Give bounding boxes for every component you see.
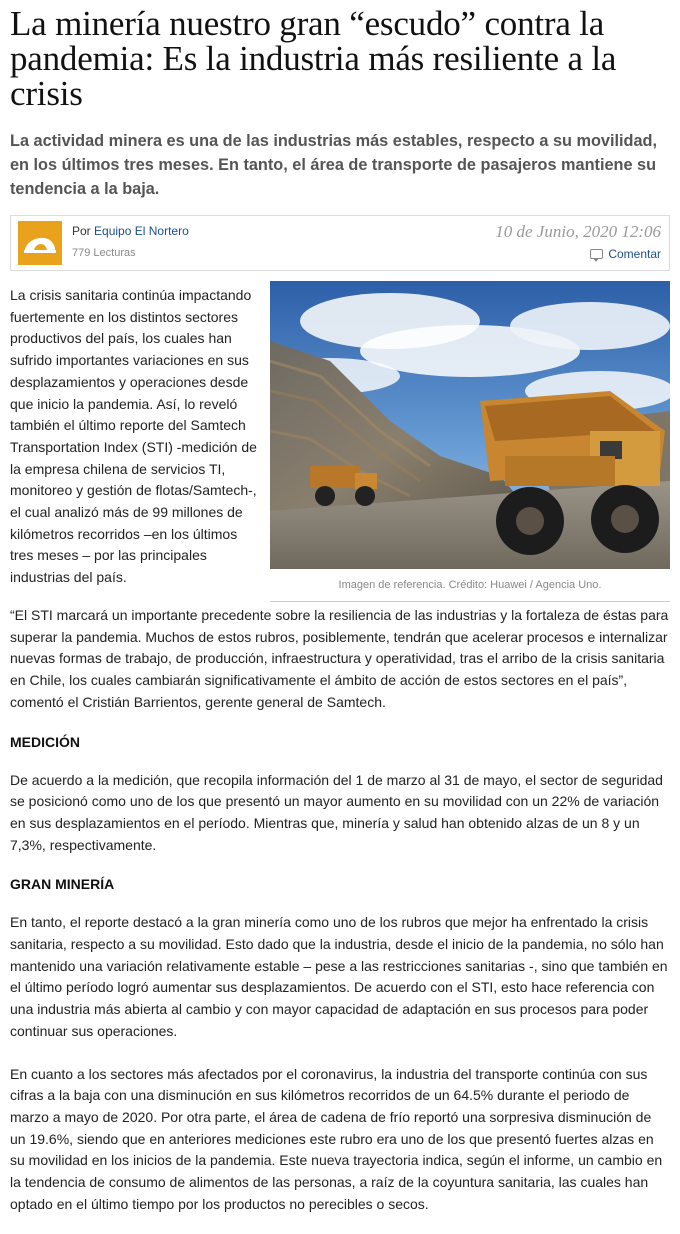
section-heading-gran-mineria: GRAN MINERÍA (10, 876, 115, 893)
publish-date: 10 de Junio, 2020 12:06 (495, 222, 661, 241)
section-medicion-paragraph: De acuerdo a la medición, que recopila información del 1 de marzo al 31 de mayo, el sector de seguridad se posicionó como uno de los que presentó un mayor aumento en su movilidad con un 22% de variación en sus desplazamientos en el período. Mientras que, minería y salud han obtenido alzas de un 8 y un 7,3%, respectivamente. (10, 771, 663, 853)
article-headline: La minería nuestro gran “escudo” contra la pandemia: Es la industria más resiliente a la crisis (10, 4, 617, 113)
read-count: 779 Lecturas (72, 247, 136, 259)
byline-prefix: Por (72, 224, 91, 238)
intro-section (10, 285, 670, 603)
byline-author (72, 224, 189, 238)
quote-paragraph: “El STI marcará un importante precedente sobre la resiliencia de las industrias y la fortaleza de éstas para superar la pandemia. Muchos de estos rubros, posiblemente, tendrán que acelerar procesos e internalizar nuevas formas de trabajo, de producción, infraestructura y operatividad, tras el arribo de la crisis sanitaria en Chile, los cuales cambiarán significativamente el ámbito de acción de estos sectores en el país”, comentó el Cristián Barrientos, gerente general de Samtech. (10, 607, 669, 710)
section-heading-medicion: MEDICIÓN (10, 733, 80, 750)
comment-link[interactable] (590, 247, 661, 261)
section-gran-mineria-paragraph-2: En cuanto a los sectores más afectados por el coronavirus, la industria del transporte continúa con sus cifras a la baja con una disminución en sus kilómetros recorridos de un 64.5% durante el periodo de marzo a mayo de 2020. Por otra parte, el área de cadena de frío reportó una sorpresiva disminución de un 19.6%, siendo que en anteriores mediciones este rubro era uno de los que presentó fuertes alzas en su movilidad en los inicios de la pandemia. Este nueva trayectoria indica, según el informe, un cambio en la tendencia de consumo de alimentos de las personas, a raíz de la coyuntura sanitaria, las cuales han optado en el último tiempo por los productos no perecibles o secos. (10, 1065, 663, 1212)
publisher-logo-icon (18, 221, 62, 265)
article-figure (270, 281, 670, 602)
article-lead: La actividad minera es una de las industrias más estables, respecto a su movilidad, en los últimos tres meses. En tanto, el área de transporte de pasajeros mantiene su tendencia a la baja. (10, 132, 657, 198)
article-photo[interactable] (270, 281, 670, 569)
photo-caption: Imagen de referencia. Crédito: Huawei / Agencia Uno. (338, 579, 602, 591)
author-link[interactable]: Equipo El Nortero (94, 224, 189, 238)
caption-divider (270, 601, 670, 602)
paragraph-spacer (10, 1043, 670, 1064)
section-gran-mineria-paragraph-1: En tanto, el reporte destacó a la gran minería como uno de los rubros que mejor ha enfrentado la crisis sanitaria, respecto a su movilidad. Esto dado que la industria, desde el inicio de la pandemia, no sólo han mantenido una variación relativamente estable – pese a las restricciones sanitarias -, sino que también en el último período logró aumentar sus desplazamientos. De acuerdo con el STI, esto hace referencia con una industria más abierta al cambio y con mayor capacidad de adaptación en sus procesos para poder continuar sus operaciones. (10, 914, 668, 1039)
comment-label: Comentar (608, 247, 661, 261)
byline-box (10, 215, 670, 271)
comment-icon (590, 249, 603, 259)
intro-paragraph: La crisis sanitaria continúa impactando fuertemente en los distintos sectores productivos del país, los cuales han sufrido importantes variaciones en sus desplazamientos y operaciones desde que inicio la pandemia. Así, lo reveló también el último reporte del Samtech Transportation Index (STI) -medición de la empresa chilena de servicios TI, monitoreo y gestión de flotas/Samtech-, el cual analizó más de 99 millones de kilómetros recorridos –en los últimos tres meses – por las principales industrias del país. (10, 287, 257, 586)
